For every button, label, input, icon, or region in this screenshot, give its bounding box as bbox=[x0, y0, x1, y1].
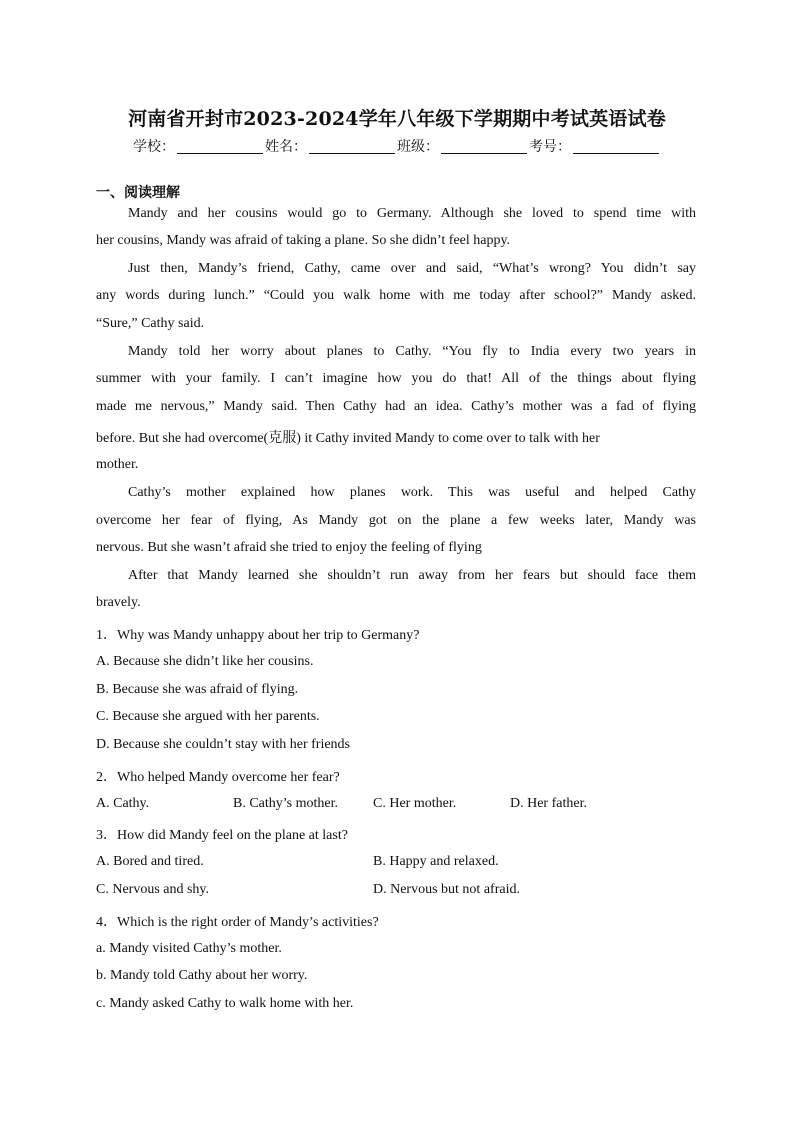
name-blank[interactable] bbox=[309, 139, 395, 154]
option-c[interactable]: C. Her mother. bbox=[373, 796, 457, 811]
passage-line: Mandy and her cousins would go to Germany. Although she loved to spend time with bbox=[128, 206, 696, 221]
section-title: 一、阅读理解 bbox=[96, 185, 180, 201]
passage-text: ) it Cathy invited Mandy to come over to talk with her bbox=[296, 431, 600, 446]
passage-line: Cathy’s mother explained how planes work. This was useful and helped Cathy bbox=[128, 485, 696, 500]
exam-number-blank[interactable] bbox=[573, 139, 659, 154]
question-stem: 2．Who helped Mandy overcome her fear? bbox=[96, 770, 340, 785]
option-b[interactable]: B. Because she was afraid of flying. bbox=[96, 682, 299, 697]
passage-line: summer with your family. I can’t imagine how you do that! All of the things about flying bbox=[96, 371, 696, 386]
passage-line: made me nervous,” Mandy said. Then Cathy had an idea. Cathy’s mother was a fad of flying bbox=[96, 399, 696, 414]
passage-line: nervous. But she wasn’t afraid she tried to enjoy the feeling of flying bbox=[96, 540, 482, 555]
activity-c: c. Mandy asked Cathy to walk home with her. bbox=[96, 996, 354, 1011]
school-blank[interactable] bbox=[177, 139, 263, 154]
question-stem: 1．Why was Mandy unhappy about her trip to Germany? bbox=[96, 628, 420, 643]
option-b[interactable]: B. Cathy’s mother. bbox=[233, 796, 338, 811]
school-label: 学校： bbox=[133, 139, 175, 155]
option-a[interactable]: A. Because she didn’t like her cousins. bbox=[96, 654, 314, 669]
passage-line: bravely. bbox=[96, 595, 141, 610]
option-d[interactable]: D. Because she couldn’t stay with her friends bbox=[96, 737, 351, 752]
option-b[interactable]: B. Happy and relaxed. bbox=[373, 854, 499, 869]
passage-line: Mandy told her worry about planes to Cathy. “You fly to India every two years in bbox=[128, 344, 696, 359]
option-c[interactable]: C. Nervous and shy. bbox=[96, 882, 210, 897]
option-d[interactable]: D. Nervous but not afraid. bbox=[373, 882, 520, 897]
class-blank[interactable] bbox=[441, 139, 527, 154]
option-d[interactable]: D. Her father. bbox=[510, 796, 587, 811]
passage-line bbox=[96, 427, 696, 447]
passage-text: before. But she had overcome( bbox=[96, 431, 269, 446]
option-a[interactable]: A. Cathy. bbox=[96, 796, 150, 811]
question-stem: 3．How did Mandy feel on the plane at last? bbox=[96, 828, 348, 843]
question-stem: 4．Which is the right order of Mandy’s activities? bbox=[96, 915, 379, 930]
passage-line: mother. bbox=[96, 457, 139, 472]
activity-a: a. Mandy visited Cathy’s mother. bbox=[96, 941, 282, 956]
exam-number-label: 考号： bbox=[529, 139, 571, 155]
passage-line: her cousins, Mandy was afraid of taking a plane. So she didn’t feel happy. bbox=[96, 233, 511, 248]
activity-b: b. Mandy told Cathy about her worry. bbox=[96, 968, 308, 983]
passage-line: overcome her fear of flying, As Mandy got on the plane a few weeks later, Mandy was bbox=[96, 513, 696, 528]
passage-line: After that Mandy learned she shouldn’t run away from her fears but should face them bbox=[128, 568, 696, 583]
passage-line: Just then, Mandy’s friend, Cathy, came over and said, “What’s wrong? You didn’t say bbox=[128, 261, 696, 276]
class-label: 班级： bbox=[397, 139, 439, 155]
exam-title: 河南省开封市2023-2024学年八年级下学期期中考试英语试卷 bbox=[128, 108, 666, 130]
option-c[interactable]: C. Because she argued with her parents. bbox=[96, 709, 320, 724]
student-info-row bbox=[0, 136, 794, 156]
passage-line: “Sure,” Cathy said. bbox=[96, 316, 205, 331]
gloss-text: 克服 bbox=[268, 430, 297, 446]
passage-line: any words during lunch.” “Could you walk home with me today after school?” Mandy asked. bbox=[96, 288, 696, 303]
name-label: 姓名： bbox=[265, 139, 307, 155]
option-a[interactable]: A. Bored and tired. bbox=[96, 854, 204, 869]
